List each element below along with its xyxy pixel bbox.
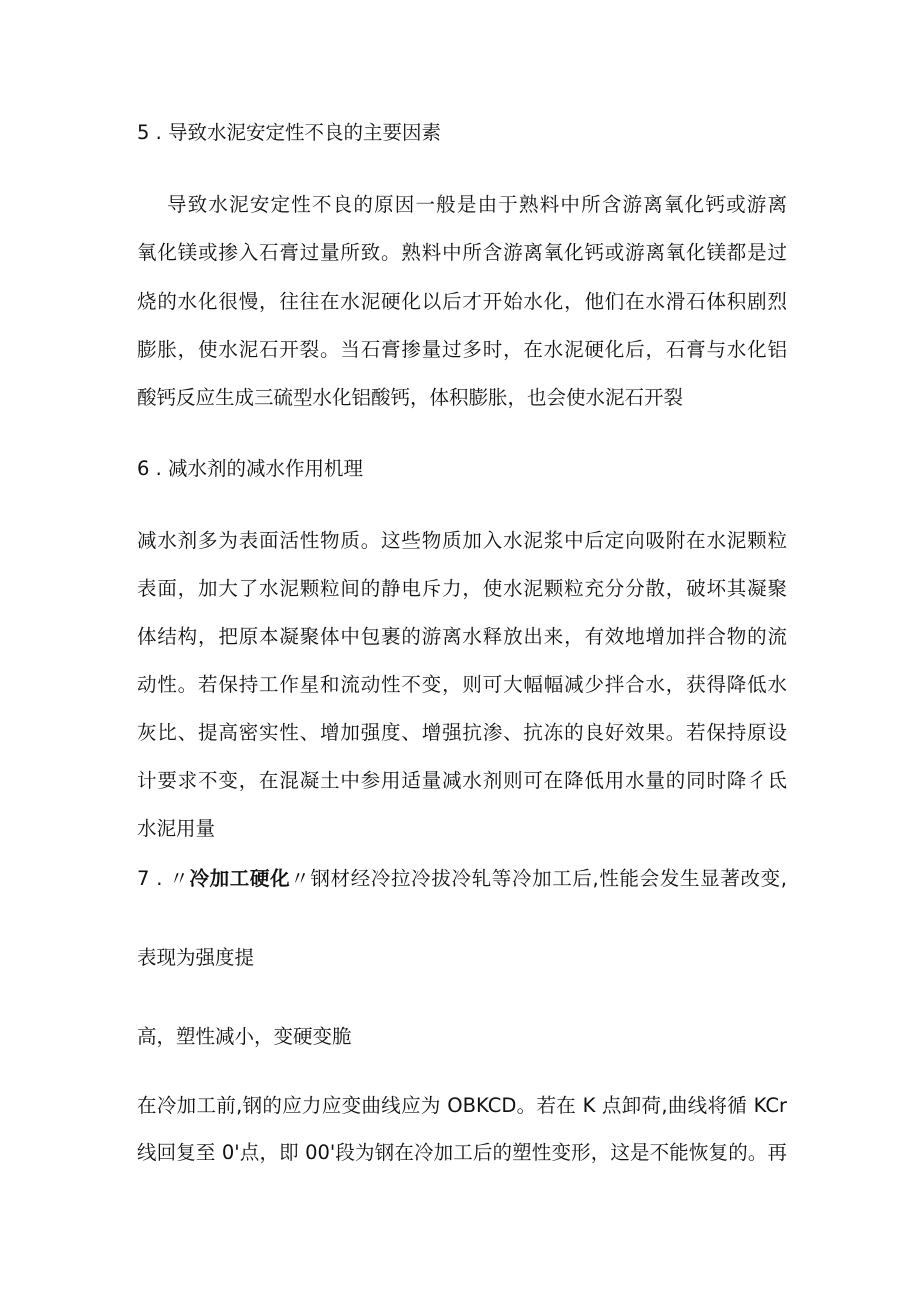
paragraph-line: 酸钙反应生成三硫型水化铝酸钙，体积膨胀，也会使水泥石开裂 [137, 386, 684, 409]
paragraph-line: 线回复至 0'点，即 00'段为钢在冷加工后的塑性变形，这是不能恢复的。再 [137, 1141, 787, 1164]
paragraph-line: 在冷加工前,钢的应力应变曲线应为 OBKCD。若在 K 点卸荷,曲线将循 KCr [137, 1094, 787, 1117]
heading-suffix: 〃钢材经冷拉冷拔冷轧等冷加工后,性能会发生显著改变, [290, 867, 787, 890]
paragraph-line: 动性。若保持工作星和流动性不变，则可大幅幅减少拌合水，获得降低水 [137, 673, 787, 696]
paragraph-line: 氧化镁或掺入石膏过量所致。熟料中所含游离氧化钙或游离氧化镁都是过 [137, 241, 787, 264]
paragraph-line: 表面，加大了水泥颗粒间的静电斥力，使水泥颗粒充分分散，破坏其凝聚 [137, 577, 787, 600]
paragraph-line: 水泥用量 [137, 817, 216, 840]
section-heading-7 [137, 867, 787, 891]
paragraph-line: 减水剂多为表面活性物质。这些物质加入水泥浆中后定向吸附在水泥颗粒 [137, 529, 787, 552]
heading-term: 冷加工硬化 [189, 867, 291, 890]
paragraph-line: 导致水泥安定性不良的原因一般是由于熟料中所含游离氧化钙或游离 [167, 193, 787, 216]
heading-prefix: 7 . 〃 [137, 867, 190, 890]
paragraph-line: 烧的水化很慢，往往在水泥硬化以后才开始水化，他们在水滑石体积剧烈 [137, 290, 787, 313]
section-heading-6: 6 . 减水剂的减水作用机理 [137, 457, 364, 480]
paragraph-line: 灰比、提高密实性、增加强度、增强抗渗、抗冻的良好效果。若保持原设 [137, 721, 787, 744]
paragraph-line: 计要求不变，在混凝土中参用适量减水剂则可在降低用水量的同时降彳氐 [137, 769, 787, 792]
heading-continuation: 表现为强度提 [137, 946, 255, 969]
paragraph-line: 膨胀，使水泥石开裂。当石膏掺量过多时，在水泥硬化后，石膏与水化铝 [137, 338, 787, 361]
paragraph-line: 高，塑性减小，变硬变脆 [137, 1025, 352, 1048]
section-heading-5: 5 . 导致水泥安定性不良的主要因素 [137, 121, 442, 144]
paragraph-line: 体结构，把原本凝聚体中包裹的游离水释放出来，有效地增加拌合物的流 [137, 625, 787, 648]
